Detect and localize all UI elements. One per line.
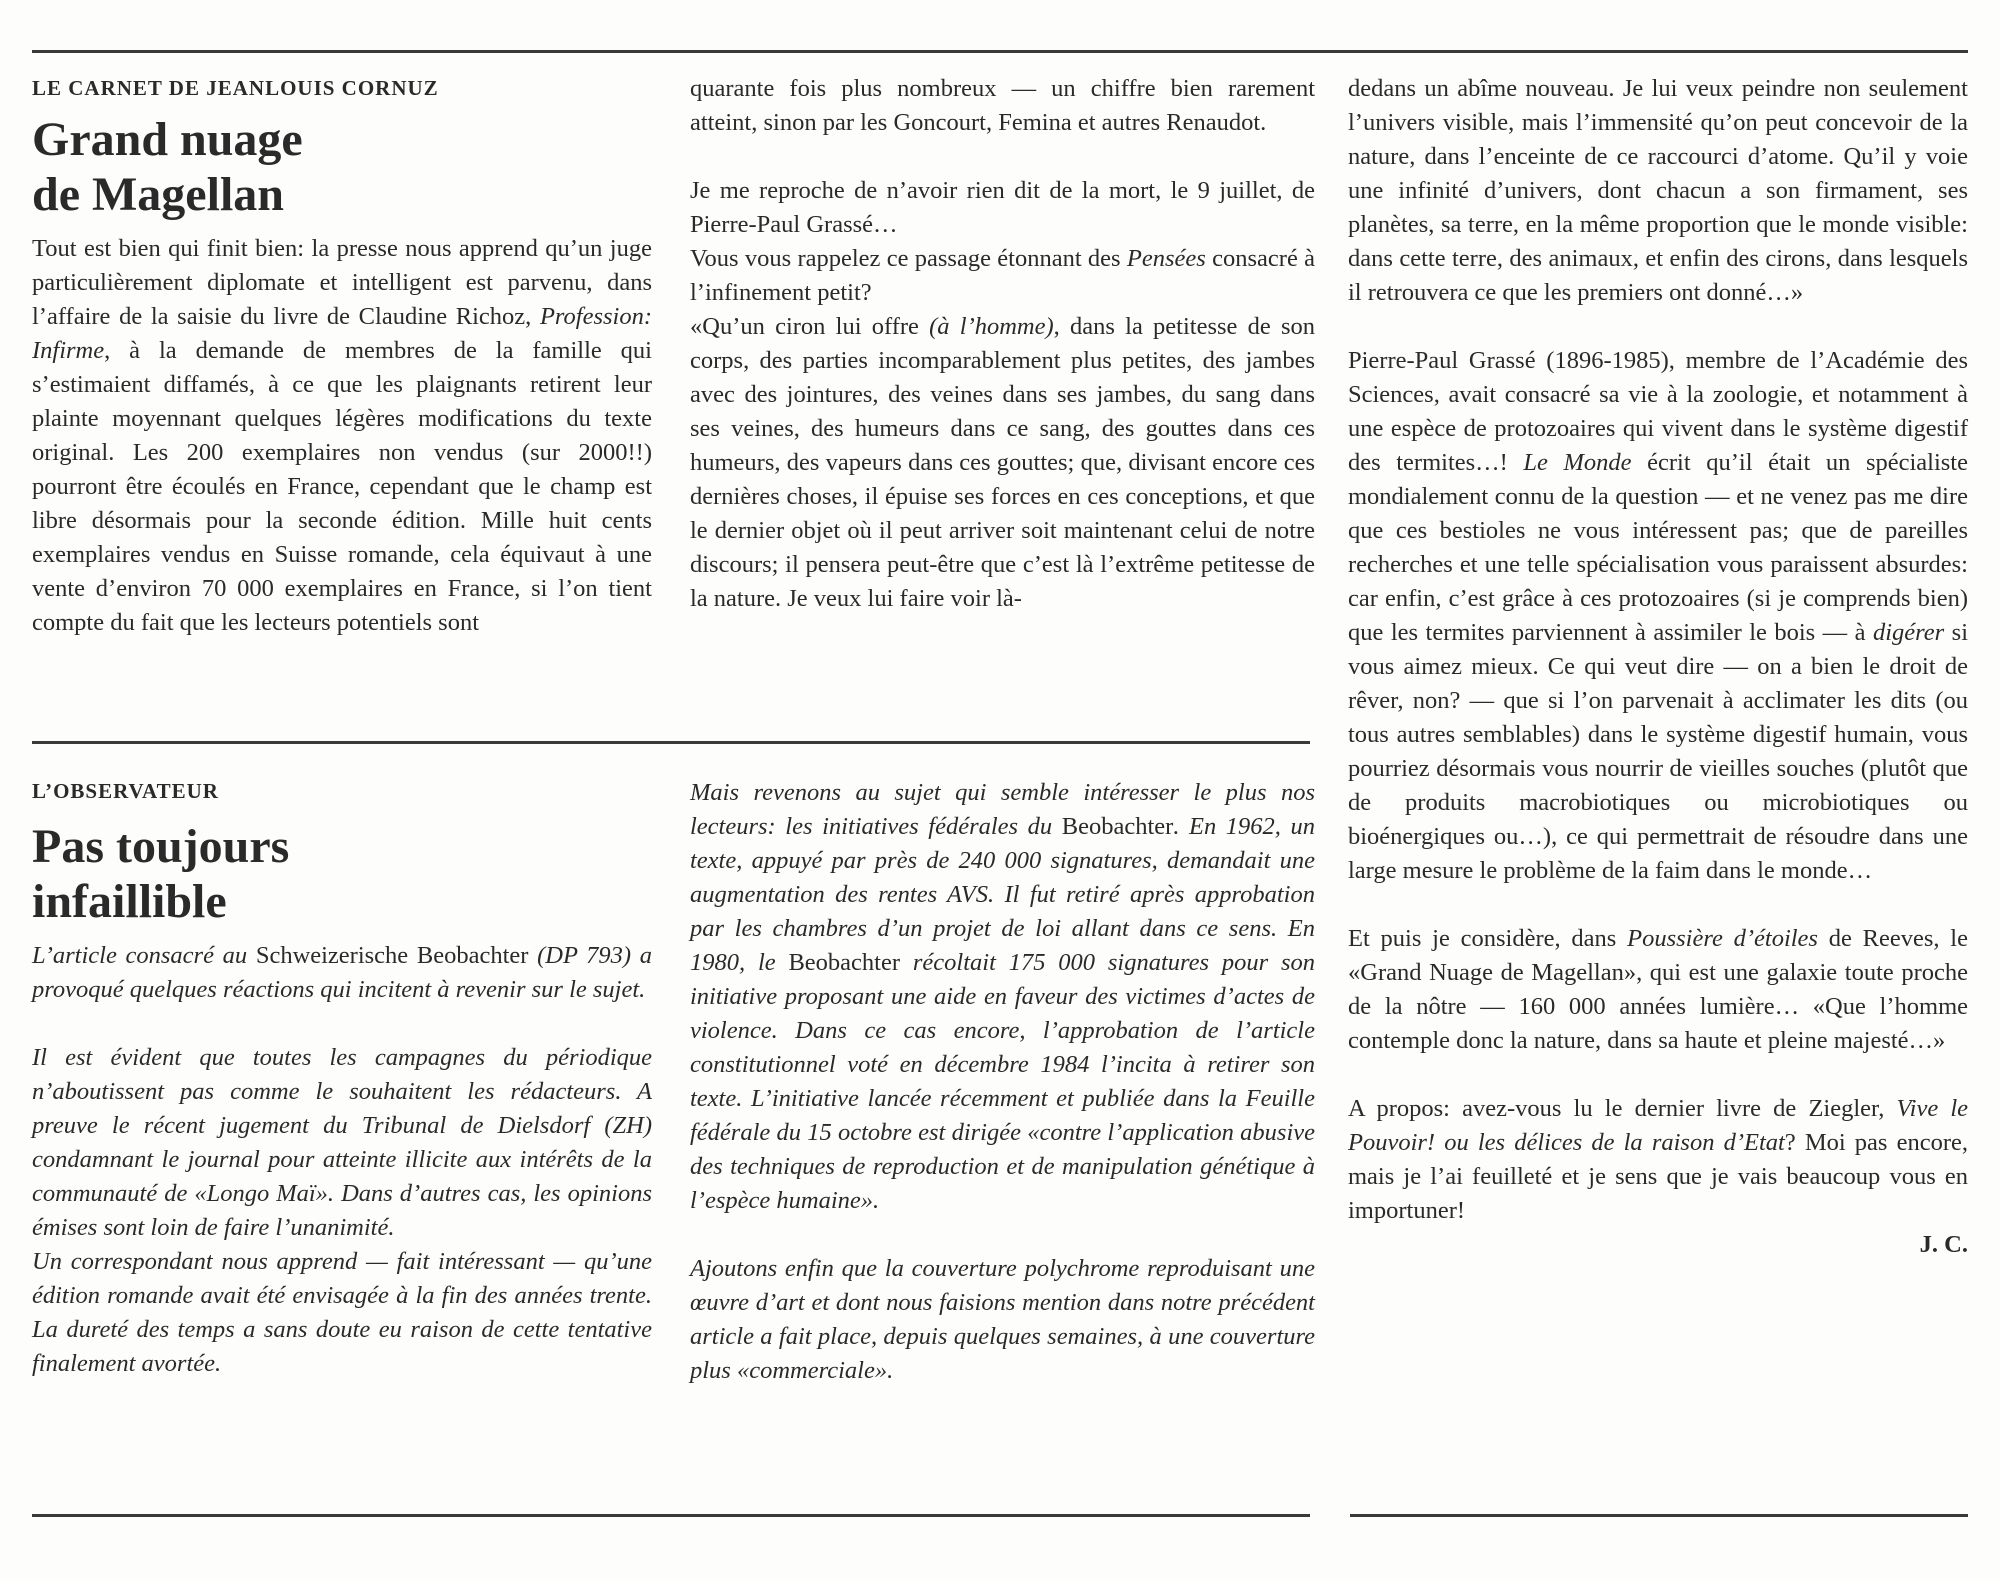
text-run: (DP 793) a provoqué quelques réactions qui incitent à revenir sur le sujet. (32, 942, 652, 1003)
italic-word: digérer (1872, 619, 1945, 646)
article2-paragraph (690, 776, 1315, 1218)
italic-aside: (à l’homme) (929, 313, 1054, 340)
article1-paragraph (1348, 922, 1968, 1058)
article1-paragraph: dedans un abîme nouveau. Je lui veux peindre non seulement l’univers visible, mais l’immensité qu’on peut concevoir de la nature, dans l’enceinte de ce raccourci d’atome. Qu’il y voie une infinité d’univers, dont chacun a son firmament, ses planètes, sa terre, en la même proportion que le monde visible: dans cette terre, des animaux, et enfin des cirons, dans lesquels il retrouvera ce que les premiers ont donné…» (1348, 75, 1968, 306)
article1-paragraph (1348, 1092, 1968, 1228)
article1-paragraph (690, 242, 1315, 310)
text-run: récoltait 175 000 signatures pour son initiative proposant une aide en faveur des victimes d’actes de violence. Dans ce cas encore, l’approbation de l’article constitutionnel voté en décembre 1984 l’incita à retirer son texte. L’initiative lancée récemment et publiée dans la Feuille fédérale du 15 octobre est dirigée «contre l’application abusive des techniques de reproduction et de manipulation génétique à l’espèce humaine». (690, 949, 1316, 1214)
book-title: Profession: Infirme (32, 303, 652, 364)
article2-kicker: L’OBSERVATEUR (32, 779, 219, 803)
article1-title (32, 112, 652, 222)
bottom-rule-right (1350, 1514, 1968, 1517)
middle-rule (32, 741, 1310, 744)
text-run: Il est évident que toutes les campagnes du périodique n’aboutissent pas comme le souhaitent les rédacteurs. A preuve le récent jugement du Tribunal de Dielsdorf (ZH) condamnant le journal pour atteinte illicite aux intérêts de la communauté de «Longo Maï». Dans d’autres cas, les opinions émises sont loin de faire l’unanimité. (32, 1044, 652, 1241)
text-run: Pierre-Paul Grassé (1896-1985), membre de l’Académie des Sciences, avait consacré sa vie à la zoologie, et notamment à une espèce de protozoaires qui vivent dans le système digestif des termites…! (1348, 347, 1968, 476)
text-run: Et puis je considère, dans (1348, 925, 1617, 952)
signature: J. C. (1919, 1231, 1968, 1258)
article1-column2 (690, 72, 1315, 616)
article2-paragraph (32, 1041, 652, 1245)
article2-title (32, 819, 652, 929)
text-run: Un correspondant nous apprend — fait intéressant — qu’une édition romande avait été envisagée à la fin des années trente. La dureté des temps a sans doute eu raison de cette tentative finalement avortée. (32, 1248, 652, 1377)
article2-title-line2: infaillible (32, 875, 227, 928)
article1-paragraph (32, 232, 652, 640)
article1-paragraph: quarante fois plus nombreux — un chiffre bien rarement atteint, sinon par les Goncourt, Femina et autres Renaudot. (690, 75, 1315, 136)
article1-paragraph (690, 310, 1315, 616)
article1-col2-text (690, 72, 1315, 616)
article2-paragraph (32, 939, 652, 1007)
article1-paragraph (1348, 344, 1968, 888)
periodical-name: Schweizerische Beobachter (255, 942, 529, 969)
text-run: Ajoutons enfin que la couverture polychrome reproduisant une œuvre d’art et dont nous faisions mention dans notre précédent article a fait place, depuis quelques semaines, à une couverture plus «commerciale». (690, 1255, 1315, 1384)
text-run: , dans la petitesse de son corps, des parties incomparablement plus petites, des jambes avec des jointures, des veines dans ses jambes, du sang dans ses veines, des humeurs dans ce sang, des gouttes dans ces humeurs, des vapeurs dans ces gouttes; que, divisant encore ces dernières choses, il épuise ses forces en ces conceptions, et que le dernier objet où il peut arriver soit maintenant celui de notre discours; il pensera peut-être que c’est là l’extrême petitesse de la nature. Je veux lui faire voir là- (690, 313, 1316, 612)
text-run: consacré à l’infinement petit? (690, 245, 1316, 306)
top-rule (32, 50, 1968, 53)
text-run: L’article consacré au (32, 942, 248, 969)
text-run: Tout est bien qui finit bien: la presse nous apprend qu’un juge particulièrement diplomate et intelligent est parvenu, dans l’affaire de la saisie du livre de Claudine Richoz, (32, 235, 652, 330)
article2-title-line1: Pas toujours (32, 820, 290, 873)
text-run: «Qu’un ciron lui offre (690, 313, 919, 340)
newspaper-title: Le Monde (1523, 449, 1632, 476)
text-run: si vous aimez mieux. Ce qui veut dire — on a bien le droit de rêver, non? — que si l’on parvenait à acclimater les dits (ou tous autres semblables) dans le système digestif humain, vous pourriez désormais vous nourrir de vieilles souches (plutôt que de produits macrobiotiques ou microbiotiques ou bioénergiques ou…), ce qui permettrait de résoudre dans une large mesure le problème de la faim dans le monde… (1348, 619, 1969, 884)
article1-col1-text (32, 232, 652, 640)
article2-col2-text (690, 776, 1315, 1388)
bottom-rule-left (32, 1514, 1310, 1517)
article2-column1 (32, 777, 652, 1381)
article1-paragraph: Je me reproche de n’avoir rien dit de la mort, le 9 juillet, de Pierre-Paul Grassé… (690, 177, 1315, 238)
article1-column1 (32, 74, 652, 640)
book-title: Pensées (1126, 245, 1206, 272)
text-run: Vous vous rappelez ce passage étonnant des (690, 245, 1121, 272)
article1-column3 (1348, 72, 1968, 1262)
text-run: A propos: avez-vous lu le dernier livre de Ziegler, (1348, 1095, 1885, 1122)
periodical-name: Beobachter (1061, 813, 1174, 840)
book-title: Poussière d’étoiles (1627, 925, 1818, 952)
text-run: Mais revenons au sujet qui semble intéresser le plus nos lecteurs: les initiatives fédérales du (690, 779, 1315, 840)
article2-paragraph (32, 1245, 652, 1381)
text-run: écrit qu’il était un spécialiste mondialement connu de la question — et ne venez pas me dire que ces bestioles ne vous intéressent pas; que de pareilles recherches et une telle spécialisation vous paraissent absurdes: car enfin, c’est grâce à ces protozoaires (si je comprends bien) que les termites parviennent à assimiler le bois — à (1348, 449, 1968, 646)
article1-title-line2: de Magellan (32, 168, 284, 221)
periodical-name: Beobachter (788, 949, 901, 976)
text-run: , à la demande de membres de la famille qui s’estimaient diffamés, à ce que les plaignants retirent leur plainte moyennant quelques légères modifications du texte original. Les 200 exemplaires non vendus (sur 2000!!) pourront être écoulés en France, cependant que le champ est libre désormais pour la seconde édition. Mille huit cents exemplaires vendus en Suisse romande, cela équivaut à une vente d’environ 70 000 exemplaires en France, si l’on tient compte du fait que les lecteurs potentiels sont (32, 337, 652, 636)
article2-col1-text (32, 939, 652, 1381)
article2-column2 (690, 776, 1315, 1388)
text-run: ? Moi pas encore, mais je l’ai feuilleté et je sens que je vais beaucoup vous en importuner! (1348, 1129, 1968, 1224)
book-title: Vive le Pouvoir! ou les délices de la raison d’Etat (1348, 1095, 1969, 1156)
text-run: de Reeves, le «Grand Nuage de Magellan», qui est une galaxie toute proche de la nôtre — 160 000 années lumière… «Que l’homme contemple donc la nature, dans sa haute et pleine majesté…» (1348, 925, 1968, 1054)
article2-paragraph (690, 1252, 1315, 1388)
text-run: . En 1962, un texte, appuyé par près de 240 000 signatures, demandait une augmentation des rentes AVS. Il fut retiré après approbation par les chambres d’un projet de loi allant dans ce sens. En 1980, le (690, 813, 1316, 976)
article1-col3-text (1348, 72, 1968, 1262)
article1-kicker: LE CARNET DE JEANLOUIS CORNUZ (32, 76, 439, 100)
article1-title-line1: Grand nuage (32, 113, 303, 166)
